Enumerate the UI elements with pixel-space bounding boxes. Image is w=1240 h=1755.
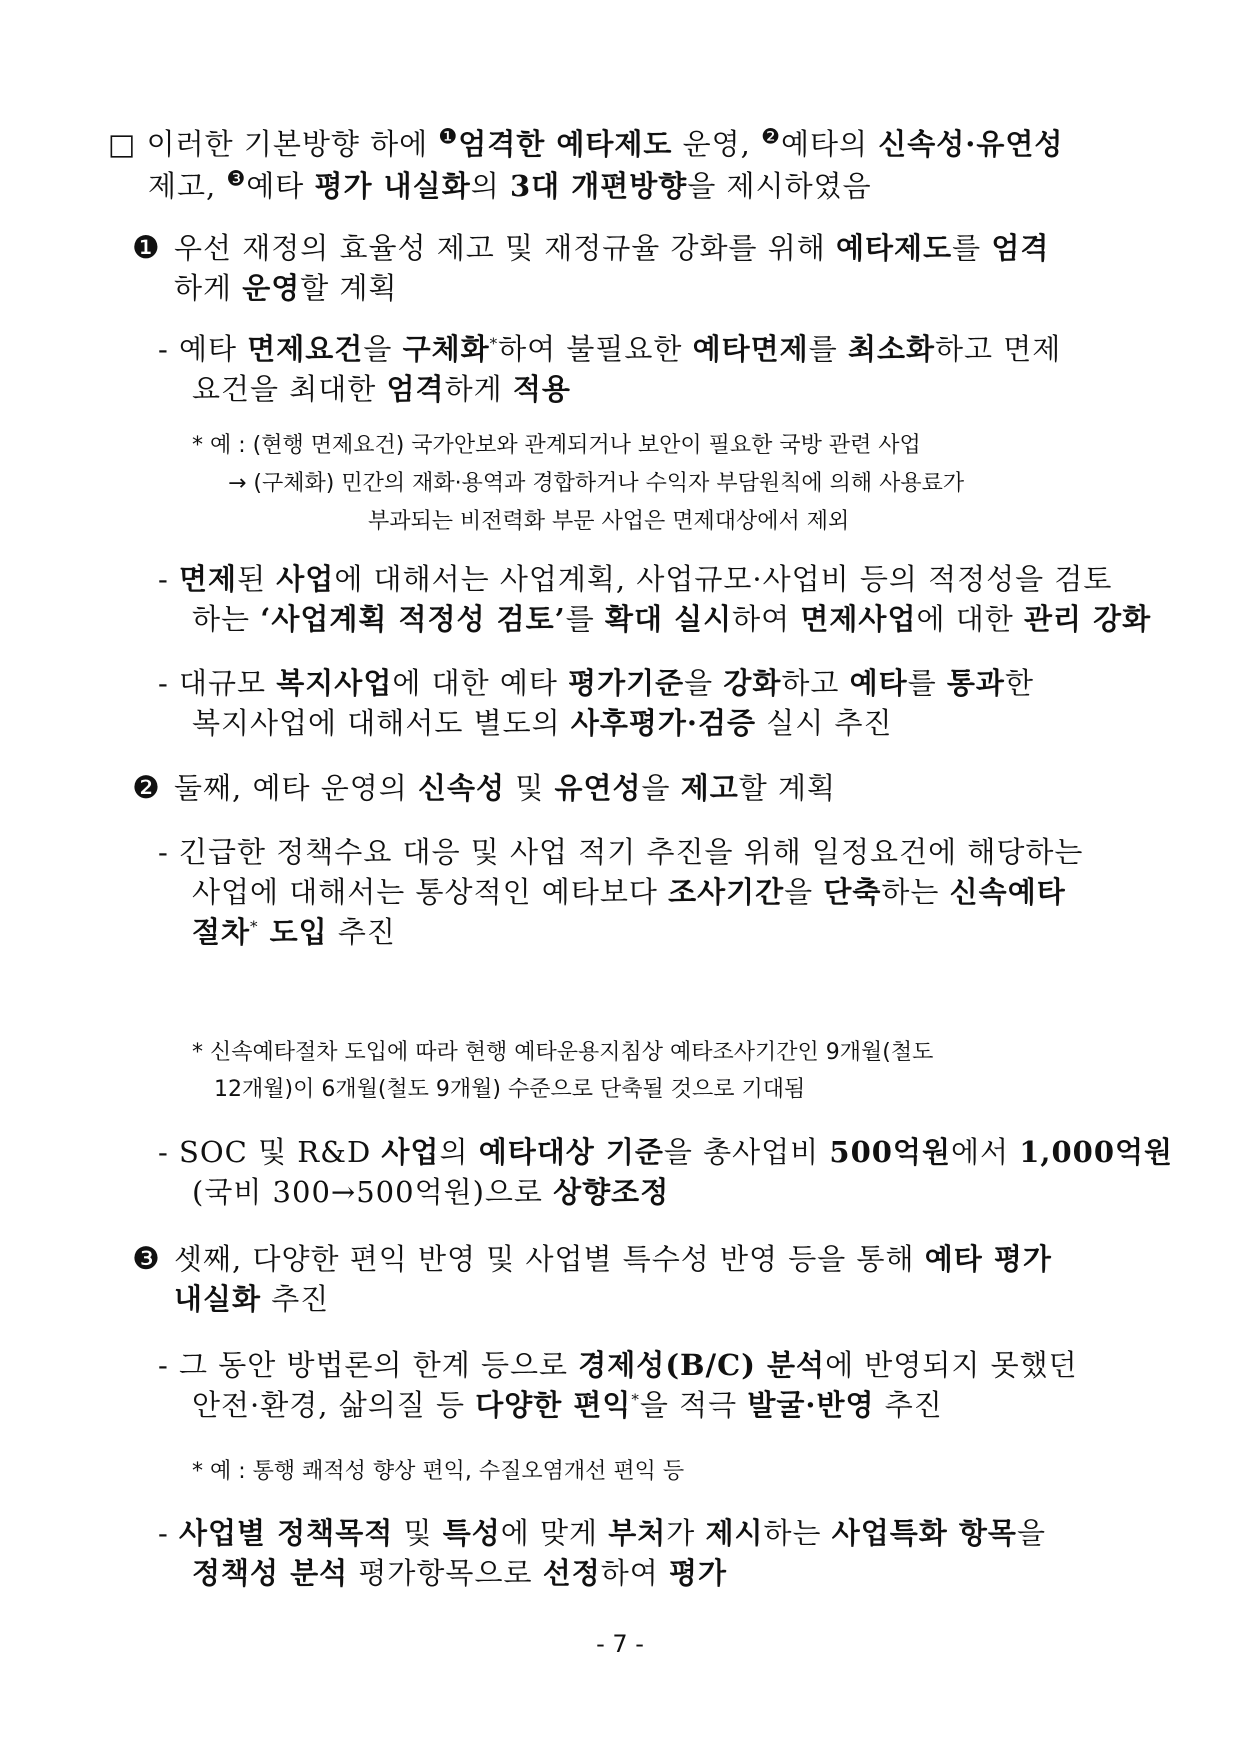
section-2-dash-2-line-2: (국비 300→500억원)으로 상향조정 bbox=[192, 1175, 670, 1209]
section-1-dash-2-line-2: 하는 ‘사업계획 적정성 검토’를 확대 실시하여 면제사업에 대한 관리 강화 bbox=[192, 602, 1152, 636]
intro-line-2: 제고, $^❸$예타 평가 내실화의 3대 개편방향을 제시하였음 bbox=[148, 166, 872, 203]
circled-number-2-icon: ❷ bbox=[761, 124, 781, 149]
section-1-note-line-2: → (구체화) 민간의 재화·용역과 경합하거나 수익자 부담원칙에 의해 사용료가 bbox=[228, 471, 965, 496]
section-1-dash-3-line-1: - 대규모 복지사업에 대한 예타 평가기준을 강화하고 예타를 통과한 bbox=[158, 666, 1034, 700]
section-2-note-line-1: * 신속예타절차 도입에 따라 현행 예타운용지침상 예타조사기간인 9개월(철도 bbox=[192, 1040, 934, 1065]
section-3-line-1: 셋째, 다양한 편익 반영 및 사업별 특수성 반영 등을 통해 예타 평가 bbox=[174, 1242, 1052, 1276]
circled-number-3-icon: ❸ bbox=[226, 166, 247, 191]
section-1-number-icon: ❶ bbox=[132, 230, 160, 266]
section-2-dash-1-line-1: - 긴급한 정책수요 대응 및 사업 적기 추진을 위해 일정요건에 해당하는 bbox=[158, 835, 1084, 869]
checkbox-square-icon: □ bbox=[108, 127, 137, 161]
section-3-line-2: 내실화 추진 bbox=[174, 1282, 330, 1316]
section-2-number-icon: ❷ bbox=[132, 770, 160, 806]
section-2-dash-2-line-1: - SOC 및 R&D 사업의 예타대상 기준을 총사업비 500억원에서 1,000억원 bbox=[158, 1135, 1174, 1169]
section-1-note-line-1: * 예 : (현행 면제요건) 국가안보와 관계되거나 보안이 필요한 국방 관련 사업 bbox=[192, 433, 921, 458]
page-number: - 7 - bbox=[596, 1630, 644, 1658]
section-1-note-line-3: 부과되는 비전력화 부문 사업은 면제대상에서 제외 bbox=[368, 509, 850, 534]
section-2-dash-1-line-3: 절차* 도입 추진 bbox=[192, 915, 396, 949]
circled-number-1-icon: ❶ bbox=[438, 124, 459, 149]
section-3-dash-1-line-1: - 그 동안 방법론의 한계 등으로 경제성(B/C) 분석에 반영되지 못했던 bbox=[158, 1348, 1078, 1382]
section-3-dash-2-line-1: - 사업별 정책목적 및 특성에 맞게 부처가 제시하는 사업특화 항목을 bbox=[158, 1516, 1046, 1550]
section-2-heading: 둘째, 예타 운영의 신속성 및 유연성을 제고할 계획 bbox=[174, 771, 837, 805]
section-3-dash-2-line-2: 정책성 분석 평가항목으로 선정하여 평가 bbox=[192, 1556, 728, 1590]
section-1-dash-1-line-1: - 예타 면제요건을 구체화*하여 불필요한 예타면제를 최소화하고 면제 bbox=[158, 332, 1062, 366]
section-3-number-icon: ❸ bbox=[132, 1241, 160, 1277]
section-2-note-line-2: 12개월)이 6개월(철도 9개월) 수준으로 단축될 것으로 기대됨 bbox=[214, 1077, 806, 1102]
section-2-dash-1-line-2: 사업에 대해서는 통상적인 예타보다 조사기간을 단축하는 신속예타 bbox=[192, 875, 1066, 909]
section-1-dash-3-line-2: 복지사업에 대해서도 별도의 사후평가·검증 실시 추진 bbox=[192, 706, 893, 740]
section-3-dash-1-line-2: 안전·환경, 삶의질 등 다양한 편익*을 적극 발굴·반영 추진 bbox=[192, 1388, 943, 1422]
section-1-line-1: 우선 재정의 효율성 제고 및 재정규율 강화를 위해 예타제도를 엄격 bbox=[174, 231, 1050, 265]
section-1-dash-2-line-1: - 면제된 사업에 대해서는 사업계획, 사업규모·사업비 등의 적정성을 검토 bbox=[158, 562, 1113, 596]
section-1-line-2: 하게 운영할 계획 bbox=[174, 271, 398, 305]
intro-line-1: □ 이러한 기본방향 하에 $^❶$엄격한 예타제도 운영, $^❷$예타의 신속성·유연성 bbox=[108, 124, 1064, 161]
section-1-dash-1-line-2: 요건을 최대한 엄격하게 적용 bbox=[192, 372, 571, 406]
section-3-note-line-1: * 예 : 통행 쾌적성 향상 편익, 수질오염개선 편익 등 bbox=[192, 1459, 685, 1484]
